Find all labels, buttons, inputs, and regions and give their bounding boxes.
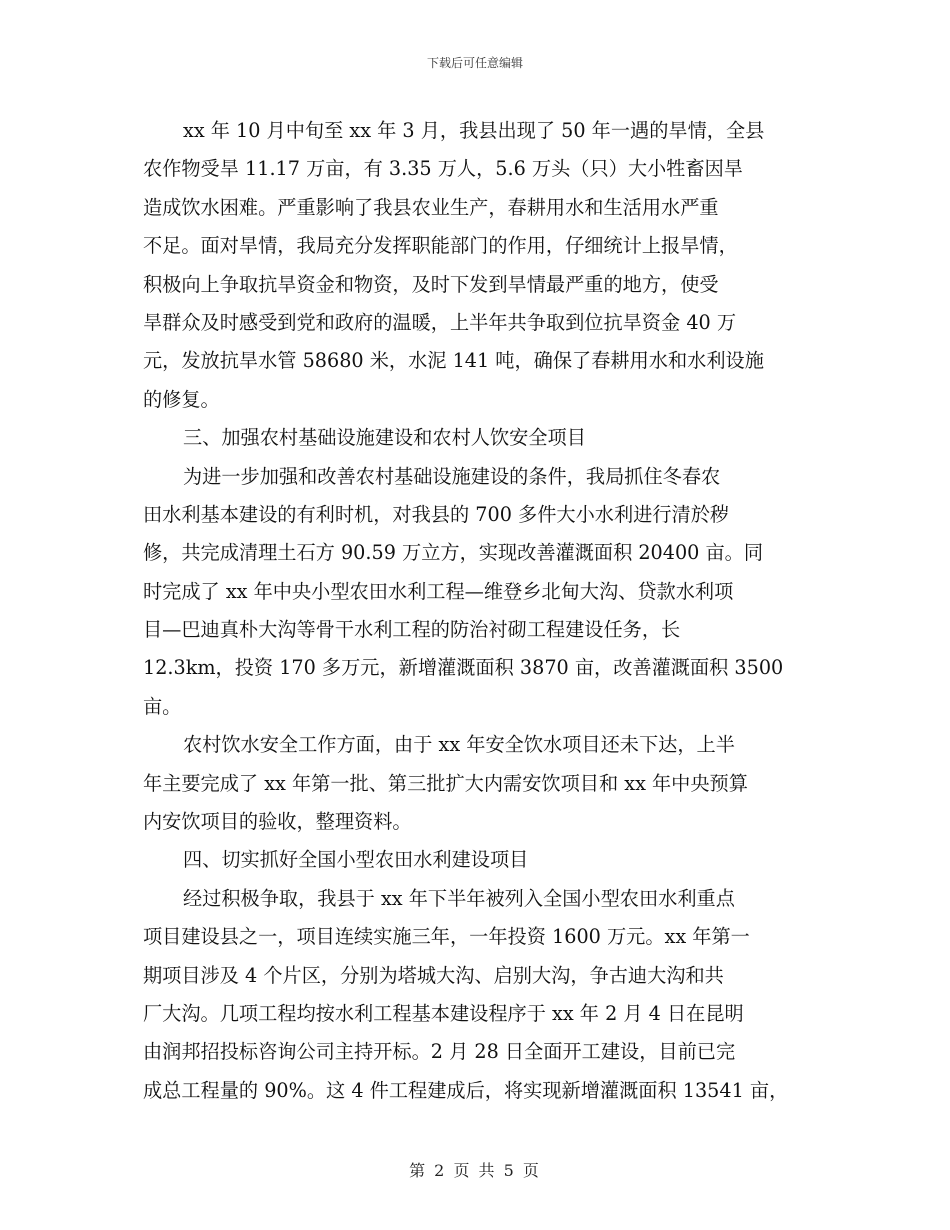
text-line: 农作物受旱 11.17 万亩，有 3.35 万人，5.6 万头（只）大小牲畜因旱 bbox=[143, 157, 743, 181]
text-line: 时完成了 xx 年中央小型农田水利工程—维登乡北甸大沟、贷款水利项 bbox=[143, 579, 734, 603]
text-line: 项目建设县之一，项目连续实施三年，一年投资 1600 万元。xx 年第一 bbox=[143, 925, 750, 949]
text-line: 年主要完成了 xx 年第一批、第三批扩大内需安饮项目和 xx 年中央预算 bbox=[143, 771, 748, 795]
text-line: 农村饮水安全工作方面，由于 xx 年安全饮水项目还未下达，上半 bbox=[183, 733, 735, 757]
text-line: 目—巴迪真朴大沟等骨干水利工程的防治衬砌工程建设任务，长 bbox=[143, 618, 681, 642]
page-number-footer: 第 2 页 共 5 页 bbox=[409, 1161, 541, 1180]
text-line: 旱群众及时感受到党和政府的温暖，上半年共争取到位抗旱资金 40 万 bbox=[143, 310, 737, 334]
section-heading: 四、切实抓好全国小型农田水利建设项目 bbox=[183, 848, 529, 872]
text-line: 厂大沟。几项工程均按水利工程基本建设程序于 xx 年 2 月 4 日在昆明 bbox=[143, 1001, 744, 1025]
text-line: 积极向上争取抗旱资金和物资，及时下发到旱情最严重的地方，使受 bbox=[143, 272, 719, 296]
document-body bbox=[143, 112, 813, 1110]
text-line: 内安饮项目的验收，整理资料。 bbox=[143, 810, 412, 834]
text-line: 亩。 bbox=[143, 694, 182, 718]
text-line: 修，共完成清理土石方 90.59 万立方，实现改善灌溉面积 20400 亩。同 bbox=[143, 541, 764, 565]
text-line: 为进一步加强和改善农村基础设施建设的条件，我局抓住冬春农 bbox=[183, 464, 721, 488]
text-line: 不足。面对旱情，我局充分发挥职能部门的作用，仔细统计上报旱情， bbox=[143, 234, 738, 258]
text-line: 由润邦招投标咨询公司主持开标。2 月 28 日全面开工建设，目前已完 bbox=[143, 1040, 736, 1064]
section-heading: 三、加强农村基础设施建设和农村人饮安全项目 bbox=[183, 426, 586, 450]
text-line: 成总工程量的 90%。这 4 件工程建成后，将实现新增灌溉面积 13541 亩， bbox=[143, 1078, 789, 1102]
text-line: 元，发放抗旱水管 58680 米，水泥 141 吨，确保了春耕用水和水利设施 bbox=[143, 349, 764, 373]
page-header: 下载后可任意编辑 bbox=[426, 56, 523, 70]
text-line: 田水利基本建设的有利时机，对我县的 700 多件大小水利进行清於秽 bbox=[143, 502, 730, 526]
text-line: 造成饮水困难。严重影响了我县农业生产，春耕用水和生活用水严重 bbox=[143, 195, 719, 219]
text-line: 的修复。 bbox=[143, 387, 220, 411]
text-line: 期项目涉及 4 个片区，分别为塔城大沟、启别大沟，争古迪大沟和共 bbox=[143, 963, 724, 987]
text-line: 经过积极争取，我县于 xx 年下半年被列入全国小型农田水利重点 bbox=[183, 886, 735, 910]
text-line: 12.3km，投资 170 多万元，新增灌溉面积 3870 亩，改善灌溉面积 3500 bbox=[143, 656, 784, 680]
text-line: xx 年 10 月中旬至 xx 年 3 月，我县出现了 50 年一遇的旱情，全县 bbox=[183, 119, 765, 142]
